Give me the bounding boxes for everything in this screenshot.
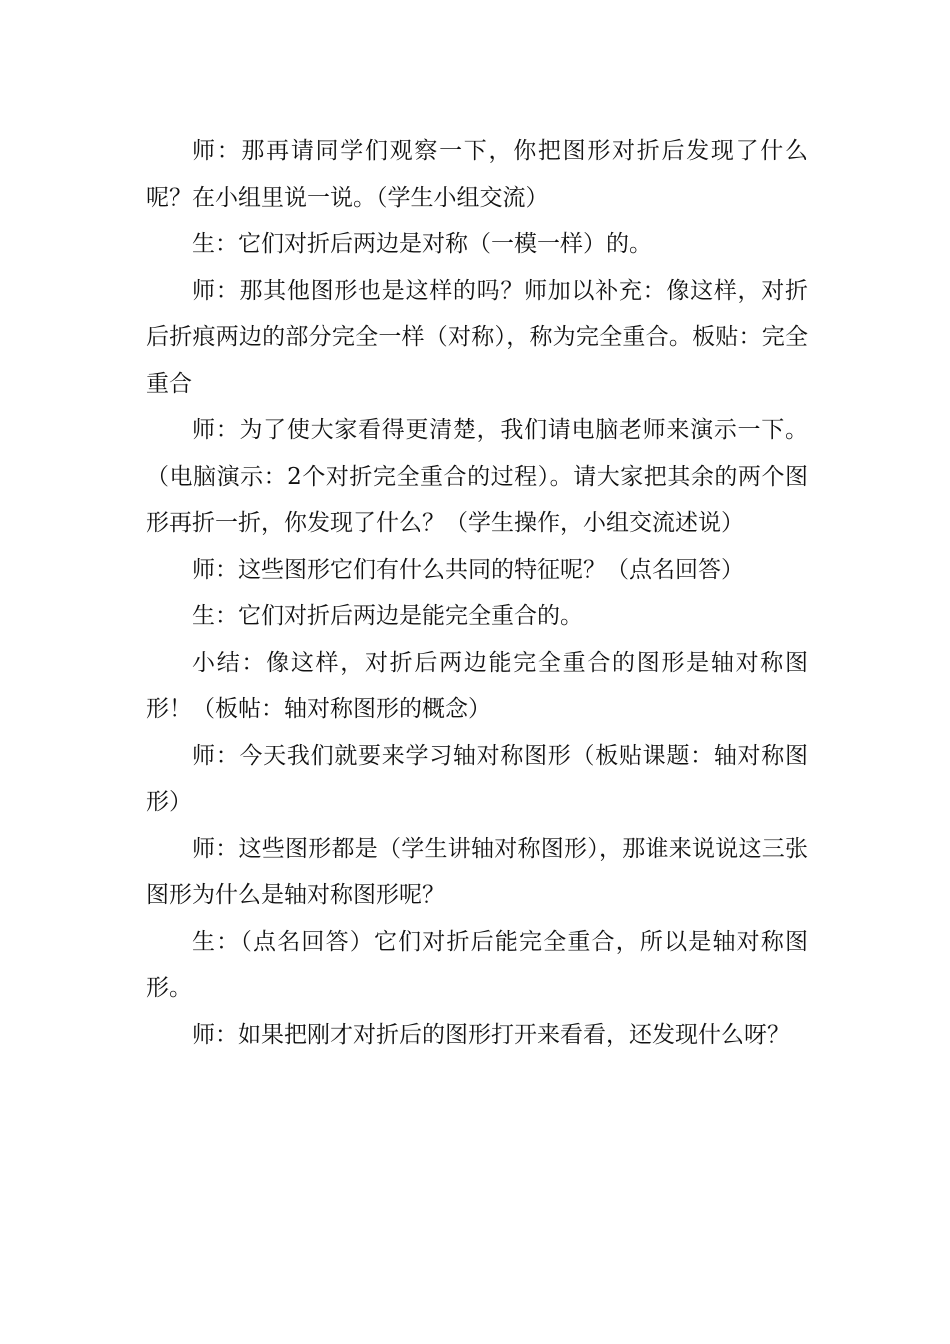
paragraph-5: 师：这些图形它们有什么共同的特征呢？（点名回答） bbox=[192, 556, 744, 583]
paragraph-6: 生：它们对折后两边是能完全重合的。 bbox=[192, 603, 583, 629]
paragraph-4: 师：为了使大家看得更清楚，我们请电脑老师来演示一下。（电脑演示：2个对折完全重合的过程）。请大家把其余的两个图形再折一折，你发现了什么？（学生操作，小组交流述说） bbox=[146, 417, 808, 536]
paragraph-1: 师：那再请同学们观察一下，你把图形对折后发现了什么呢？在小组里说一说。（学生小组交流） bbox=[146, 138, 808, 211]
paragraph-10: 生：（点名回答）它们对折后能完全重合，所以是轴对称图形。 bbox=[146, 928, 808, 1001]
paragraph-11: 师：如果把刚才对折后的图形打开来看看，还发现什么呀？ bbox=[192, 1021, 790, 1048]
paragraph-9: 师：这些图形都是（学生讲轴对称图形），那谁来说说这三张图形为什么是轴对称图形呢？ bbox=[146, 835, 808, 908]
paragraph-7: 小结：像这样，对折后两边能完全重合的图形是轴对称图形！（板帖：轴对称图形的概念） bbox=[146, 649, 808, 722]
paragraph-3: 师：那其他图形也是这样的吗？师加以补充：像这样，对折后折痕两边的部分完全一样（对称），称为完全重合。板贴：完全重合 bbox=[146, 277, 808, 397]
paragraph-8: 师：今天我们就要来学习轴对称图形（板贴课题：轴对称图形） bbox=[146, 742, 808, 815]
document-body bbox=[146, 128, 808, 1058]
paragraph-2: 生：它们对折后两边是对称（一模一样）的。 bbox=[192, 231, 652, 257]
